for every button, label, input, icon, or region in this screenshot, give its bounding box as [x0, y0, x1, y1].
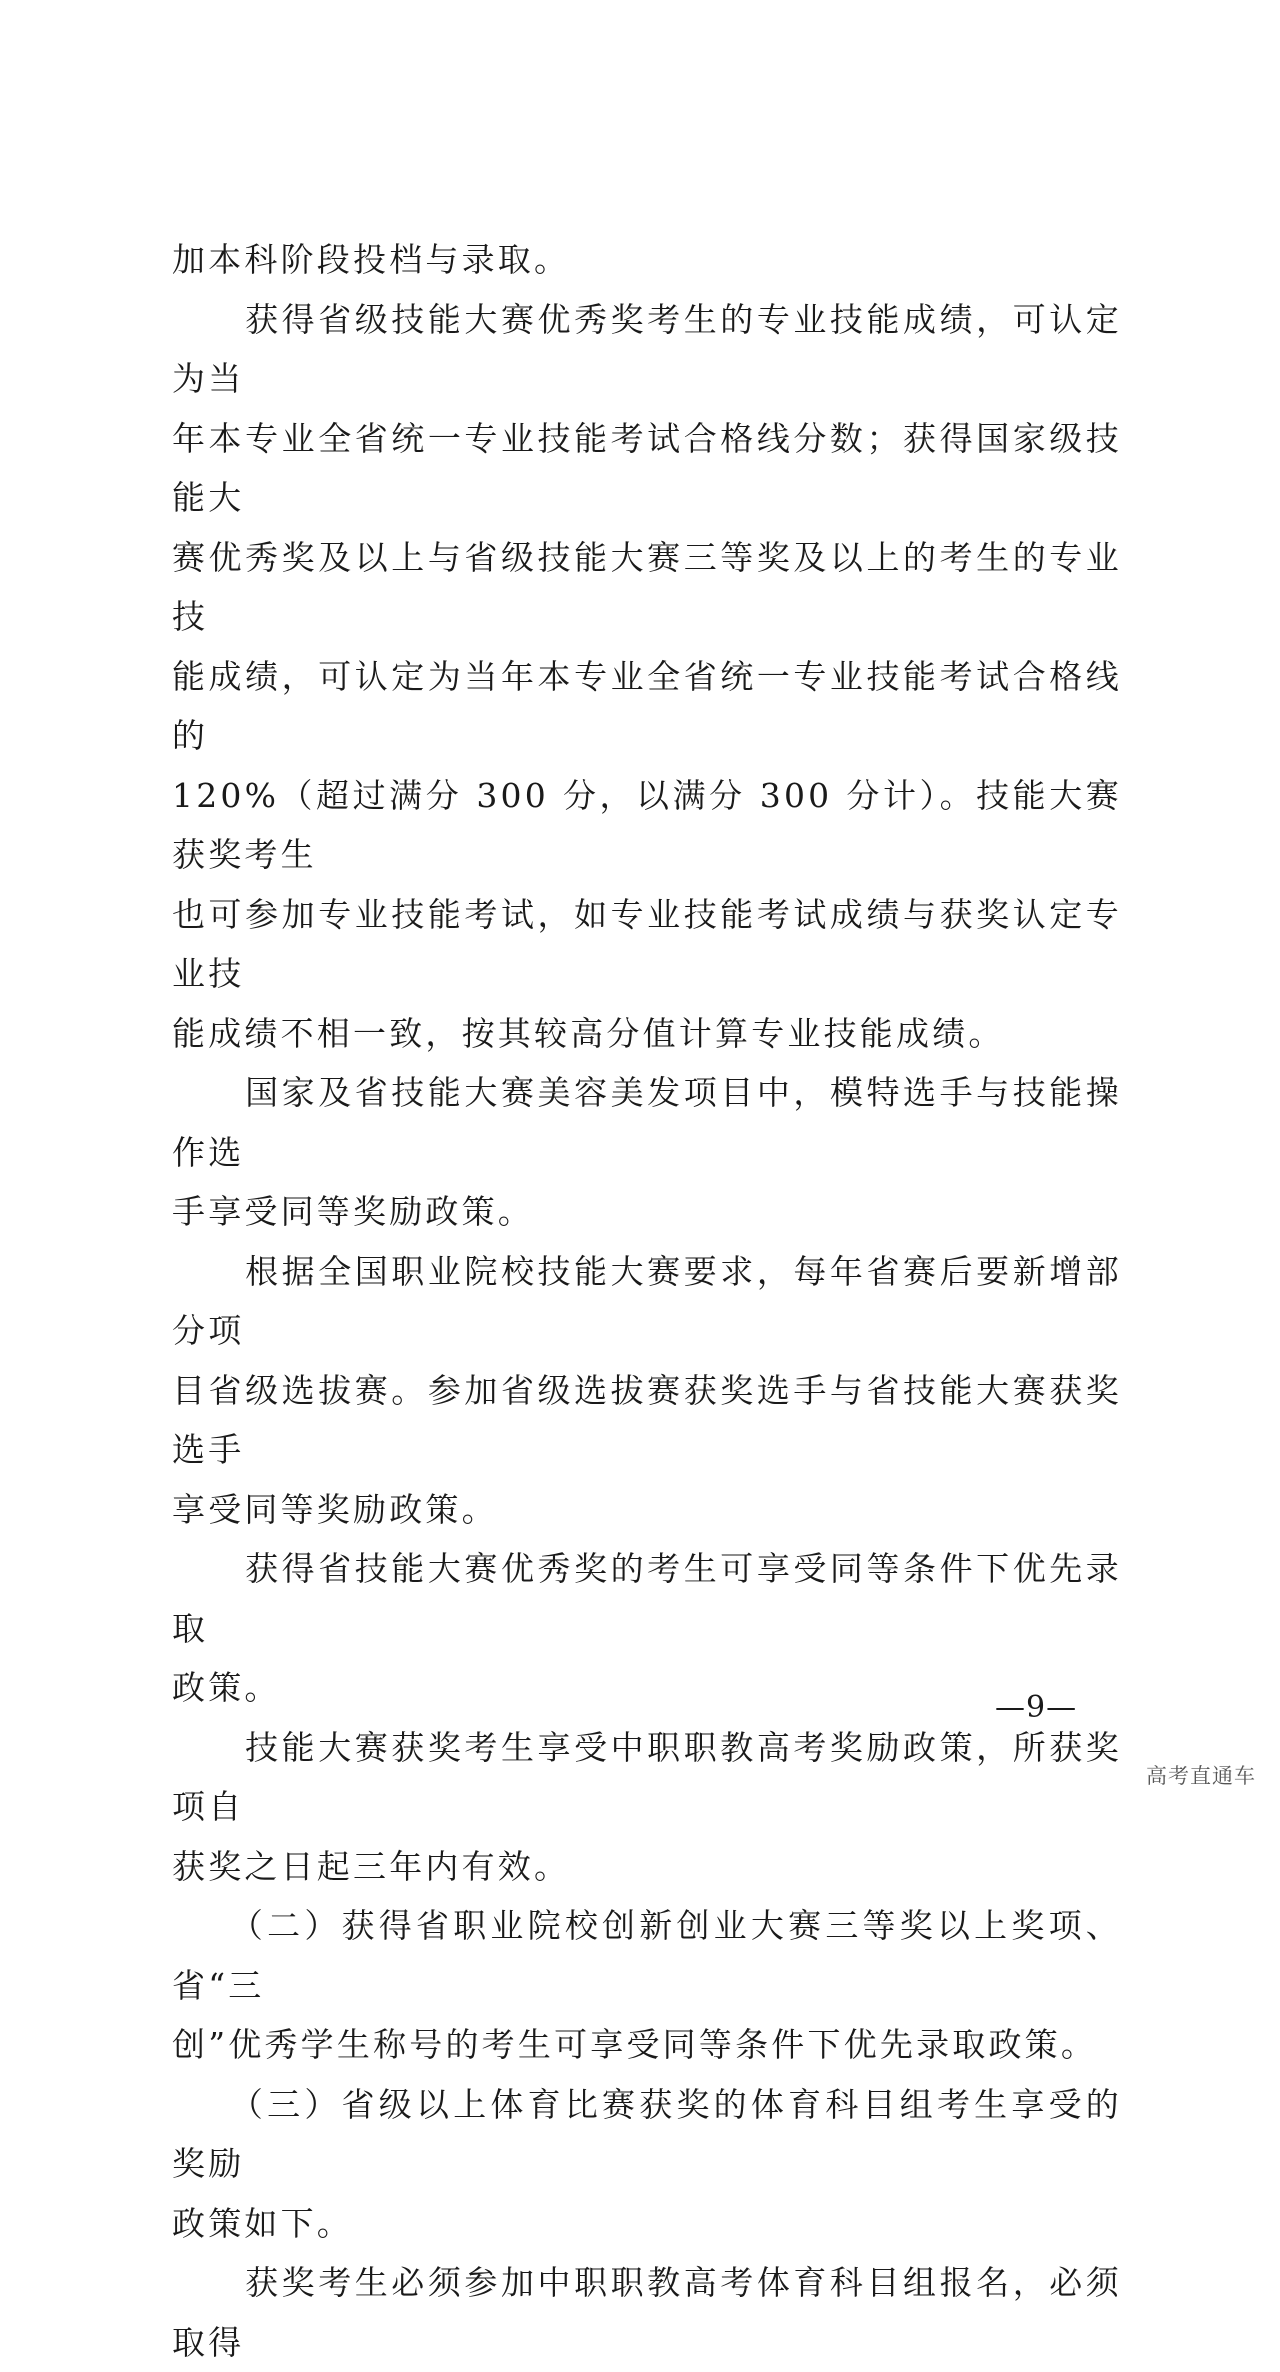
text-line: （二）获得省职业院校创新创业大赛三等奖以上奖项、省“三 — [172, 1906, 1122, 2005]
text-line: 获得省级技能大赛优秀奖考生的专业技能成绩，可认定为当 — [172, 299, 1122, 398]
text-line: 年本专业全省统一专业技能考试合格线分数；获得国家级技能大 — [172, 418, 1122, 517]
text-line: 能成绩不相一致，按其较高分值计算专业技能成绩。 — [172, 1013, 1005, 1053]
text-line: 赛优秀奖及以上与省级技能大赛三等奖及以上的考生的专业技 — [172, 537, 1122, 636]
text-line: 手享受同等奖励政策。 — [172, 1192, 534, 1231]
text-line: 根据全国职业院校技能大赛要求，每年省赛后要新增部分项 — [172, 1251, 1122, 1350]
text-line: 也可参加专业技能考试，如专业技能考试成绩与获奖认定专业技 — [172, 894, 1122, 993]
text-line: 政策如下。 — [172, 2203, 353, 2243]
document-body — [172, 230, 1122, 2372]
text-line: 技能大赛获奖考生享受中职职教高考奖励政策，所获奖项自 — [172, 1727, 1122, 1826]
text-line: 获得省技能大赛优秀奖的考生可享受同等条件下优先录取 — [172, 1549, 1122, 1648]
text-line: 能成绩，可认定为当年本专业全省统一专业技能考试合格线的 — [172, 656, 1122, 755]
text-line: 120%（超过满分 300 分，以满分 300 分计）。技能大赛获奖考生 — [172, 775, 1122, 874]
text-line: 国家及省技能大赛美容美发项目中，模特选手与技能操作选 — [172, 1073, 1122, 1172]
text-line: 政策。 — [172, 1668, 281, 1707]
page-number: —9— — [995, 1690, 1078, 1725]
text-line: 享受同等奖励政策。 — [172, 1489, 498, 1529]
text-line: 获奖考生必须参加中职职教高考体育科目组报名，必须取得 — [172, 2263, 1122, 2362]
text-line: 获奖之日起三年内有效。 — [172, 1846, 571, 1886]
watermark-text: 高考直通车 — [1146, 1764, 1256, 1788]
text-line: 目省级选拔赛。参加省级选拔赛获奖选手与省技能大赛获奖选手 — [172, 1370, 1122, 1469]
text-line: 创”优秀学生称号的考生可享受同等条件下优先录取政策。 — [172, 2025, 1098, 2064]
text-line: 加本科阶段投档与录取。 — [172, 240, 571, 279]
text-line: （三）省级以上体育比赛获奖的体育科目组考生享受的奖励 — [172, 2084, 1122, 2183]
